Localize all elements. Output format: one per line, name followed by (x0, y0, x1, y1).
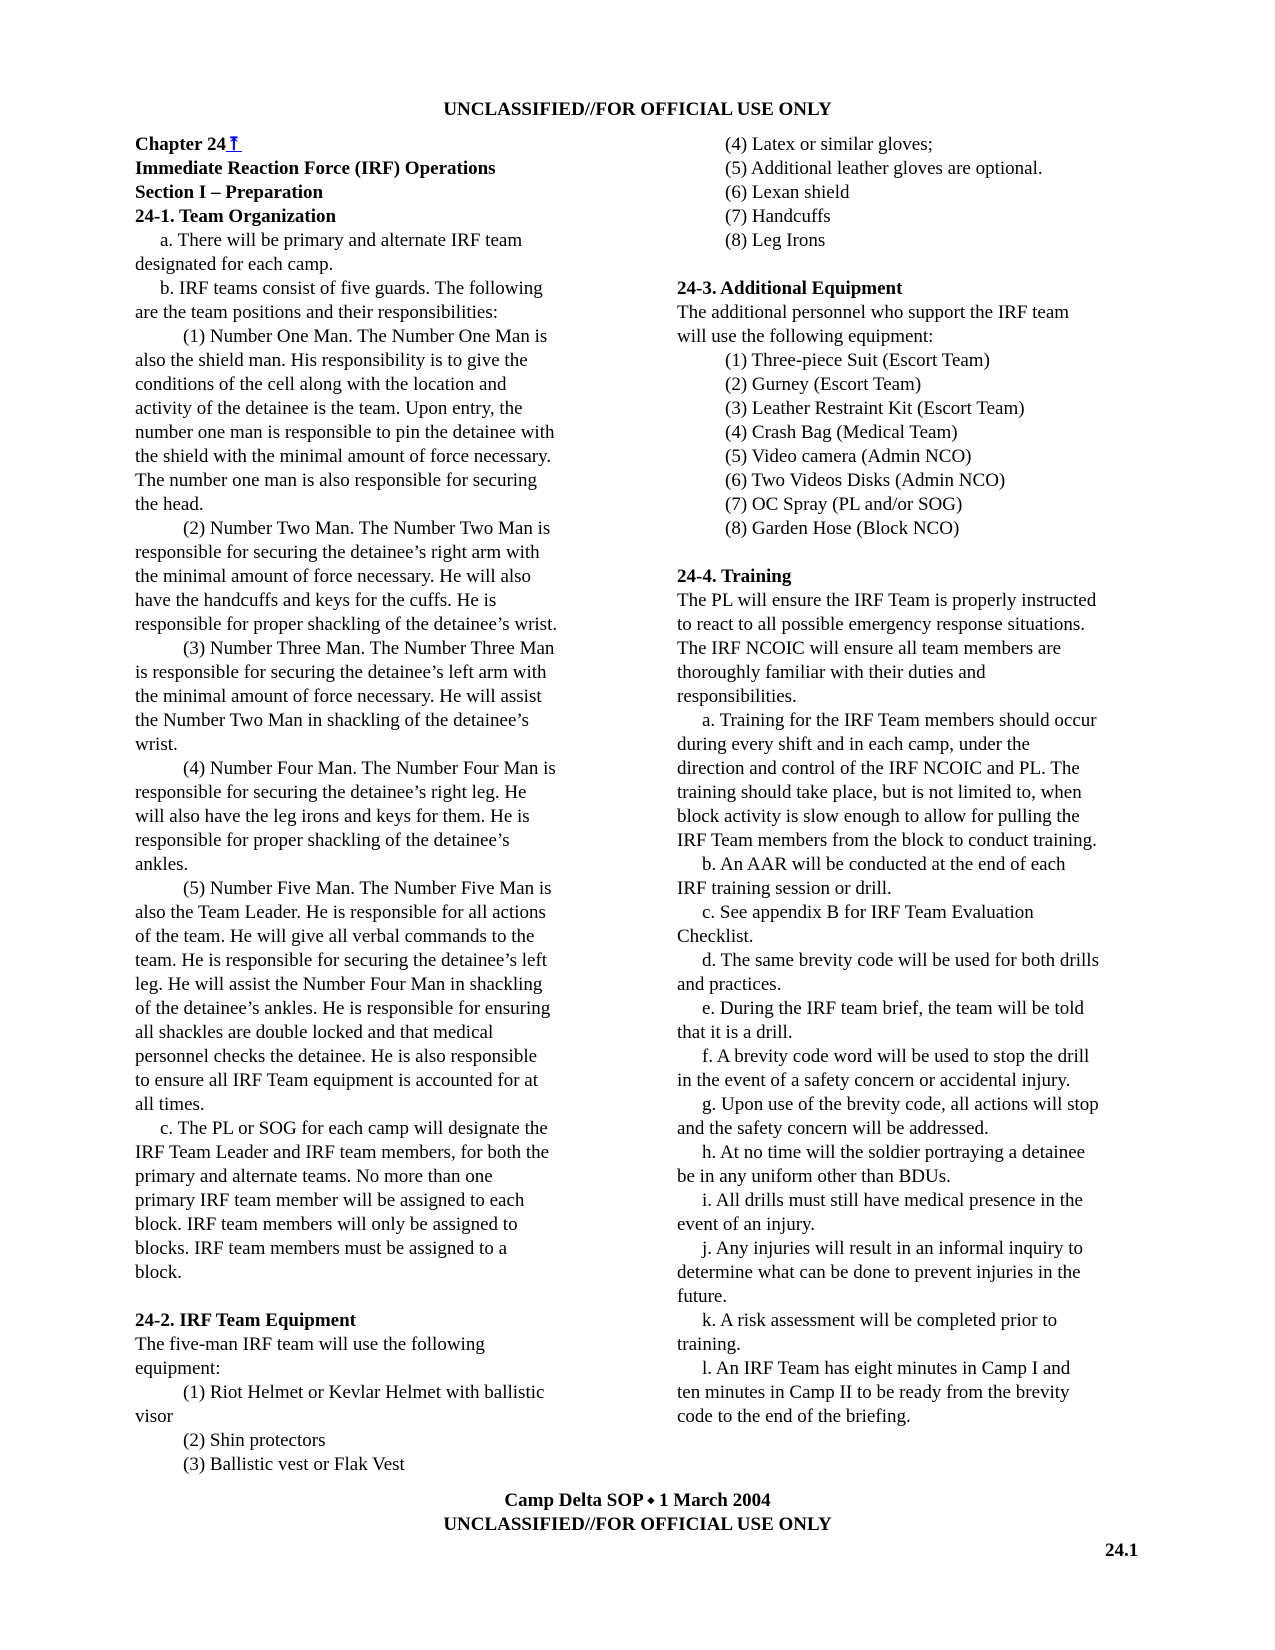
page-number: 24.1 (1105, 1540, 1139, 1561)
text-line: wrist. (135, 734, 178, 755)
text-line: primary and alternate teams. No more than one (135, 1166, 493, 1187)
text-line: are the team positions and their responsibilities: (135, 302, 499, 323)
text-line: and the safety concern will be addressed. (677, 1118, 989, 1139)
text-line: during every shift and in each camp, under the (677, 734, 1030, 755)
text-line: the shield with the minimal amount of force necessary. (135, 446, 552, 467)
text-line: be in any uniform other than BDUs. (677, 1166, 951, 1187)
text-line: (3) Leather Restraint Kit (Escort Team) (725, 398, 1025, 419)
text-line: leg. He will assist the Number Four Man in shackling (135, 974, 543, 995)
text-line: all times. (135, 1094, 205, 1115)
text-line: (6) Two Videos Disks (Admin NCO) (725, 470, 1006, 491)
text-line: d. The same brevity code will be used for both drills (702, 950, 1099, 971)
text-line: primary IRF team member will be assigned to each (135, 1190, 525, 1211)
text-line: IRF training session or drill. (677, 878, 892, 899)
text-line: direction and control of the IRF NCOIC and PL. The (677, 758, 1080, 779)
heading-24-1: 24-1. Team Organization (135, 206, 337, 227)
text-line: The PL will ensure the IRF Team is properly instructed (677, 590, 1097, 611)
chapter-label: Chapter 24 (135, 134, 226, 155)
text-line: the minimal amount of force necessary. He will assist (135, 686, 542, 707)
text-line: personnel checks the detainee. He is also responsible (135, 1046, 538, 1067)
text-line: ten minutes in Camp II to be ready from the brevity (677, 1382, 1070, 1403)
left-column (135, 133, 605, 1477)
text-line: responsible for proper shackling of the detainee’s wrist. (135, 614, 558, 635)
classification-header: UNCLASSIFIED//FOR OFFICIAL USE ONLY (443, 99, 832, 120)
text-line: responsible for securing the detainee’s right leg. He (135, 782, 527, 803)
chapter-heading (135, 133, 605, 157)
text-line: (1) Riot Helmet or Kevlar Helmet with ballistic (183, 1382, 545, 1403)
text-line: number one man is responsible to pin the detainee with (135, 422, 555, 443)
text-line: also the shield man. His responsibility is to give the (135, 350, 528, 371)
text-line: a. There will be primary and alternate IRF team (160, 230, 523, 251)
text-line: (5) Video camera (Admin NCO) (725, 446, 972, 467)
text-line: will also have the leg irons and keys for them. He is (135, 806, 530, 827)
text-line: g. Upon use of the brevity code, all actions will stop (702, 1094, 1099, 1115)
text-line: block activity is slow enough to allow for pulling the (677, 806, 1080, 827)
text-line: (4) Crash Bag (Medical Team) (725, 422, 958, 443)
text-line: Checklist. (677, 926, 754, 947)
text-line: have the handcuffs and keys for the cuffs. He is (135, 590, 497, 611)
text-line: determine what can be done to prevent injuries in the (677, 1262, 1081, 1283)
text-line: activity of the detainee is the team. Upon entry, the (135, 398, 523, 419)
text-line: h. At no time will the soldier portraying a detainee (702, 1142, 1086, 1163)
text-line: The additional personnel who support the IRF team (677, 302, 1070, 323)
text-line: l. An IRF Team has eight minutes in Camp I and (702, 1358, 1071, 1379)
text-line: and practices. (677, 974, 782, 995)
text-line: event of an injury. (677, 1214, 816, 1235)
text-line: IRF Team Leader and IRF team members, for both the (135, 1142, 550, 1163)
right-column (677, 133, 1147, 1429)
text-line: all shackles are double locked and that medical (135, 1022, 494, 1043)
text-line: code to the end of the briefing. (677, 1406, 911, 1427)
text-line: visor (135, 1406, 173, 1427)
text-line: (2) Gurney (Escort Team) (725, 374, 922, 395)
text-line: (4) Latex or similar gloves; (725, 134, 933, 155)
text-line: (5) Additional leather gloves are optional. (725, 158, 1043, 179)
text-line: in the event of a safety concern or accidental injury. (677, 1070, 1071, 1091)
text-line: the minimal amount of force necessary. He will also (135, 566, 532, 587)
text-line: The five-man IRF team will use the following (135, 1334, 485, 1355)
text-line: the head. (135, 494, 204, 515)
text-line: designated for each camp. (135, 254, 334, 275)
classification-footer: UNCLASSIFIED//FOR OFFICIAL USE ONLY (443, 1514, 832, 1535)
heading-24-4: 24-4. Training (677, 566, 792, 587)
text-line: The IRF NCOIC will ensure all team members are (677, 638, 1062, 659)
text-line: (3) Number Three Man. The Number Three Man (183, 638, 555, 659)
text-line: responsible for proper shackling of the detainee’s (135, 830, 510, 851)
section-title: Section I – Preparation (135, 182, 324, 203)
text-line: to react to all possible emergency response situations. (677, 614, 1086, 635)
text-line: c. See appendix B for IRF Team Evaluation (702, 902, 1034, 923)
text-line: (7) OC Spray (PL and/or SOG) (725, 494, 963, 515)
text-line: of the team. He will give all verbal commands to the (135, 926, 535, 947)
text-line: block. IRF team members will only be assigned to (135, 1214, 518, 1235)
text-line: (8) Leg Irons (725, 230, 826, 251)
text-line: conditions of the cell along with the location and (135, 374, 507, 395)
text-line: b. IRF teams consist of five guards. The following (160, 278, 543, 299)
text-line: team. He is responsible for securing the detainee’s left (135, 950, 548, 971)
text-line: is responsible for securing the detainee’s left arm with (135, 662, 547, 683)
text-line: ankles. (135, 854, 189, 875)
heading-24-2: 24-2. IRF Team Equipment (135, 1310, 356, 1331)
text-line: that it is a drill. (677, 1022, 793, 1043)
text-line: block. (135, 1262, 182, 1283)
text-line: blocks. IRF team members must be assigned to a (135, 1238, 508, 1259)
text-line: IRF Team members from the block to conduct training. (677, 830, 1097, 851)
text-line: The number one man is also responsible for securing (135, 470, 538, 491)
text-line: (7) Handcuffs (725, 206, 831, 227)
footer-title: Camp Delta SOP ⬩ 1 March 2004 (504, 1490, 771, 1511)
text-line: i. All drills must still have medical presence in the (702, 1190, 1083, 1211)
text-line: responsibilities. (677, 686, 797, 707)
text-line: c. The PL or SOG for each camp will designate the (160, 1118, 548, 1139)
text-line: thoroughly familiar with their duties and (677, 662, 986, 683)
heading-24-3: 24-3. Additional Equipment (677, 278, 903, 299)
text-line: training. (677, 1334, 741, 1355)
page-footer (0, 1489, 1275, 1537)
text-line: (6) Lexan shield (725, 182, 850, 203)
text-line: (1) Three-piece Suit (Escort Team) (725, 350, 990, 371)
text-line: (2) Number Two Man. The Number Two Man is (183, 518, 551, 539)
text-line: (2) Shin protectors (183, 1430, 326, 1451)
text-line: a. Training for the IRF Team members should occur (702, 710, 1097, 731)
text-line: (8) Garden Hose (Block NCO) (725, 518, 960, 539)
text-line: training should take place, but is not limited to, when (677, 782, 1082, 803)
text-line: (1) Number One Man. The Number One Man is (183, 326, 548, 347)
text-line: e. During the IRF team brief, the team will be told (702, 998, 1085, 1019)
text-line: (5) Number Five Man. The Number Five Man is (183, 878, 552, 899)
text-line: of the detainee’s ankles. He is responsible for ensuring (135, 998, 551, 1019)
text-line: also the Team Leader. He is responsible for all actions (135, 902, 546, 923)
back-to-top-link[interactable]: ⤒ (225, 134, 242, 155)
text-line: k. A risk assessment will be completed prior to (702, 1310, 1058, 1331)
text-line: to ensure all IRF Team equipment is accounted for at (135, 1070, 539, 1091)
text-line: f. A brevity code word will be used to stop the drill (702, 1046, 1090, 1067)
chapter-title: Immediate Reaction Force (IRF) Operations (135, 158, 496, 179)
text-line: b. An AAR will be conducted at the end of each (702, 854, 1066, 875)
text-line: j. Any injuries will result in an informal inquiry to (702, 1238, 1084, 1259)
text-line: (4) Number Four Man. The Number Four Man is (183, 758, 556, 779)
text-line: responsible for securing the detainee’s right arm with (135, 542, 540, 563)
text-line: (3) Ballistic vest or Flak Vest (183, 1454, 405, 1475)
text-line: future. (677, 1286, 728, 1307)
text-line: will use the following equipment: (677, 326, 934, 347)
text-line: the Number Two Man in shackling of the detainee’s (135, 710, 530, 731)
text-line: equipment: (135, 1358, 221, 1379)
